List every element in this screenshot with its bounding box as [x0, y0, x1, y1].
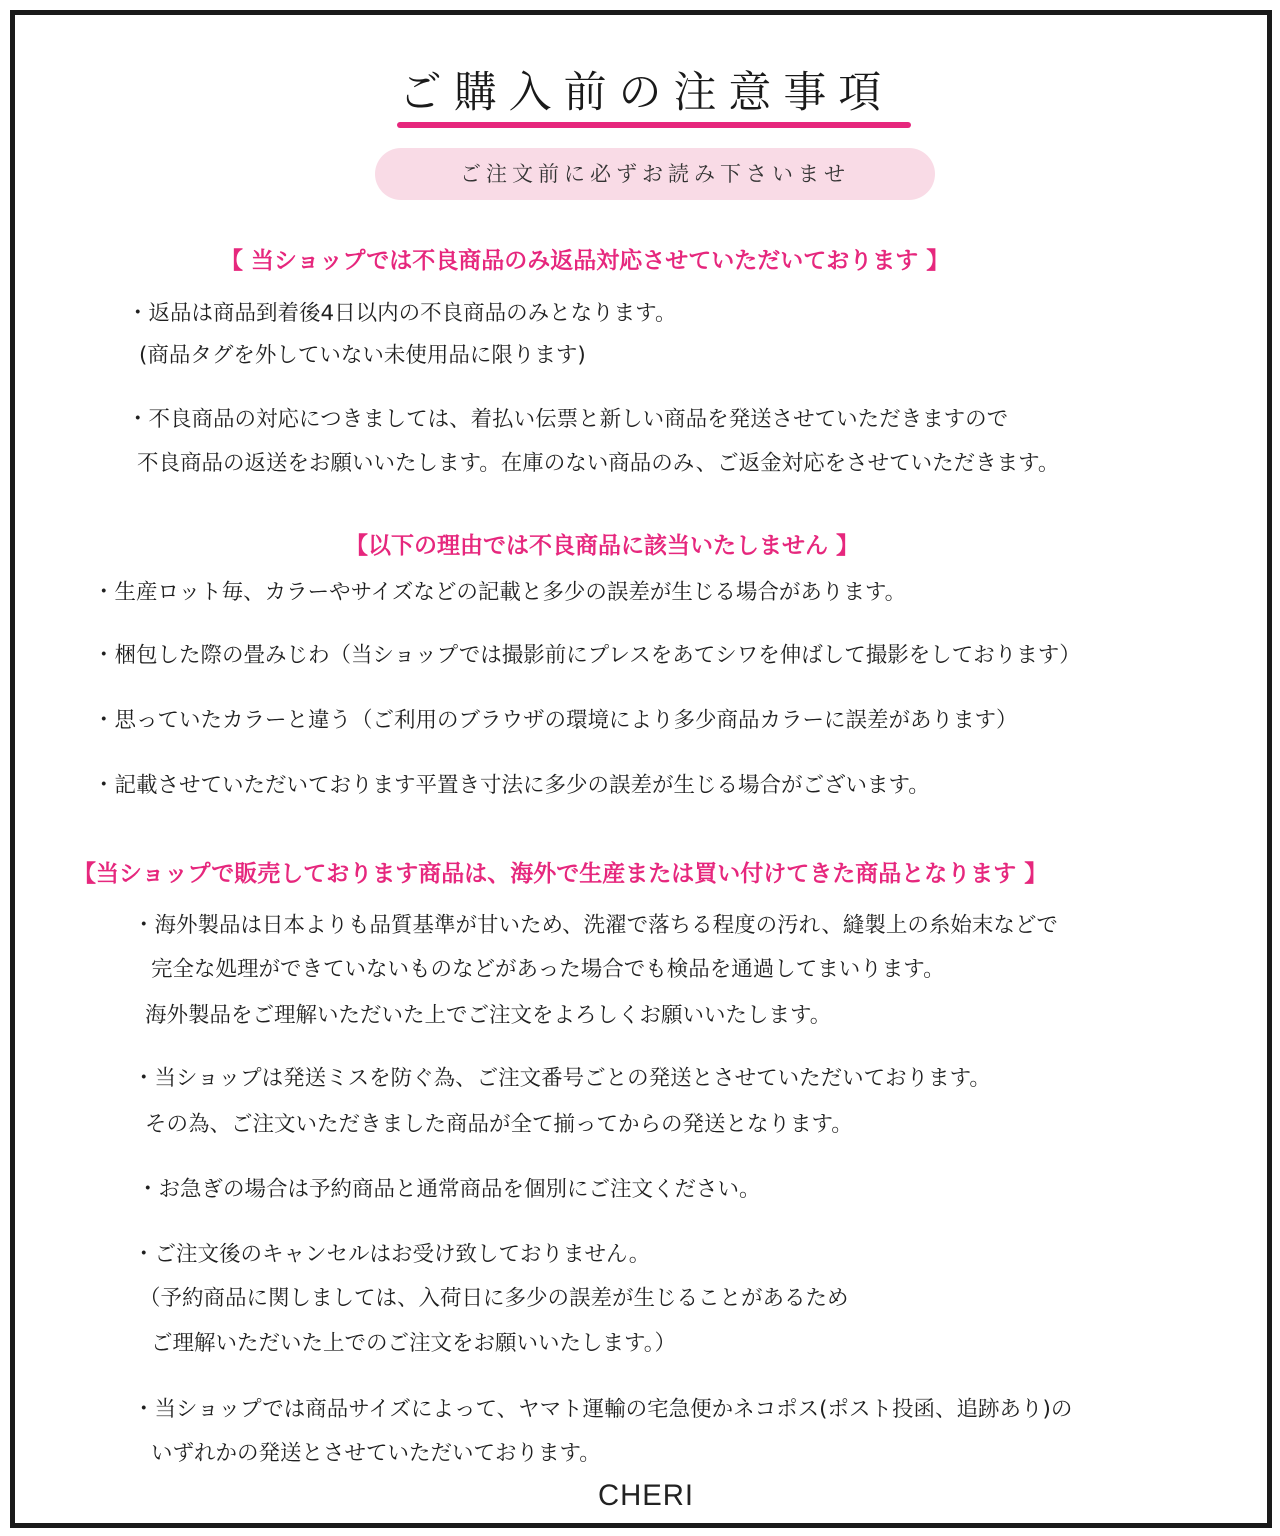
overseas-line: ・海外製品は日本よりも品質基準が甘いため、洗濯で落ちる程度の汚れ、縫製上の糸始末などで [133, 913, 1058, 938]
overseas-line: ・当ショップは発送ミスを防ぐ為、ご注文番号ごとの発送とさせていただいております。 [133, 1066, 991, 1091]
section-heading-not-defective: 【以下の理由では不良商品に該当いたしません 】 [345, 533, 860, 559]
overseas-line: ・お急ぎの場合は予約商品と通常商品を個別にご注文ください。 [137, 1177, 761, 1202]
not-defective-line: ・記載させていただいております平置き寸法に多少の誤差が生じる場合がございます。 [93, 773, 930, 798]
returns-line: ・返品は商品到着後4日以内の不良商品のみとなります。 [127, 301, 677, 326]
returns-line: 不良商品の返送をお願いいたします。在庫のない商品のみ、ご返金対応をさせていただきます。 [137, 451, 1060, 476]
overseas-line: ・当ショップでは商品サイズによって、ヤマト運輸の宅急便かネコポス(ポスト投函、追跡あり)の [133, 1397, 1073, 1422]
overseas-line: いずれかの発送とさせていただいております。 [151, 1441, 601, 1466]
overseas-line: （予約商品に関しましては、入荷日に多少の誤差が生じることがあるため [139, 1286, 849, 1311]
overseas-line: ・ご注文後のキャンセルはお受け致しておりません。 [133, 1242, 651, 1267]
section-heading-overseas: 【当ショップで販売しております商品は、海外で生産または買い付けてきた商品となります 】 [73, 861, 1048, 887]
notice-frame [10, 10, 1272, 1528]
returns-line: (商品タグを外していない未使用品に限ります) [139, 343, 586, 368]
not-defective-line: ・思っていたカラーと違う（ご利用のブラウザの環境により多少商品カラーに誤差があります） [93, 708, 1018, 733]
overseas-line: ご理解いただいた上でのご注文をお願いいたします。） [151, 1331, 677, 1356]
subtitle-badge: ご注文前に必ずお読み下さいませ [375, 148, 935, 200]
title-underline [397, 122, 911, 128]
brand-name: CHERI [597, 1479, 695, 1512]
overseas-line: 完全な処理ができていないものなどがあった場合でも検品を通過してまいります。 [151, 957, 945, 982]
not-defective-line: ・梱包した際の畳みじわ（当ショップでは撮影前にプレスをあてシワを伸ばして撮影をしております） [93, 643, 1081, 668]
not-defective-line: ・生産ロット毎、カラーやサイズなどの記載と多少の誤差が生じる場合があります。 [93, 580, 907, 605]
overseas-line: その為、ご注文いただきました商品が全て揃ってからの発送となります。 [145, 1112, 853, 1137]
section-heading-returns: 【 当ショップでは不良商品のみ返品対応させていただいております 】 [220, 248, 950, 274]
overseas-line: 海外製品をご理解いただいた上でご注文をよろしくお願いいたします。 [145, 1003, 832, 1028]
page-title: ご購入前の注意事項 [398, 68, 894, 118]
returns-line: ・不良商品の対応につきましては、着払い伝票と新しい商品を発送させていただきますので [127, 407, 1009, 432]
